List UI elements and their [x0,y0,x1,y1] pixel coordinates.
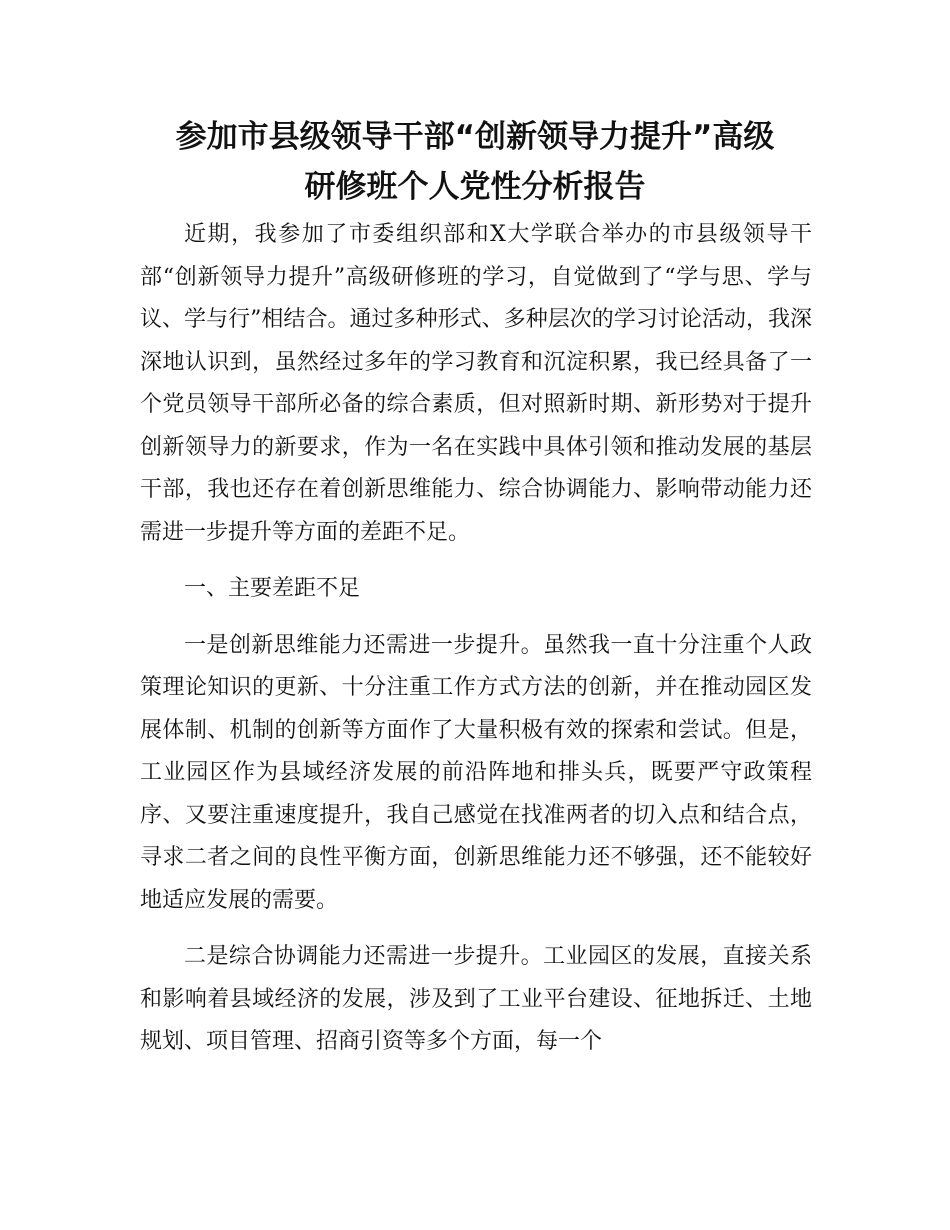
paragraph-intro: 近期，我参加了市委组织部和X大学联合举办的市县级领导干部“创新领导力提升”高级研修班的学习，自觉做到了“学与思、学与议、学与行”相结合。通过多种形式、多种层次的学习讨论活动，我深深地认识到，虽然经过多年的学习教育和沉淀积累，我已经具备了一个党员领导干部所必备的综合素质，但对照新时期、新形势对于提升创新领导力的新要求，作为一名在实践中具体引领和推动发展的基层干部，我也还存在着创新思维能力、综合协调能力、影响带动能力还需进一步提升等方面的差距不足。 [140,222,812,545]
paragraph-point-2: 二是综合协调能力还需进一步提升。工业园区的发展，直接关系和影响着县域经济的发展，涉及到了工业平台建设、征地拆迁、土地规划、项目管理、招商引资等多个方面，每一个 [140,944,812,1054]
section-heading: 一、主要差距不足 [184,576,361,601]
title-line-1: 参加市县级领导干部“创新领导力提升”高级 [175,119,775,155]
paragraph-point-1: 一是创新思维能力还需进一步提升。虽然我一直十分注重个人政策理论知识的更新、十分注重工作方式方法的创新，并在推动园区发展体制、机制的创新等方面作了大量积极有效的探索和尝试。但是，工业园区作为县域经济发展的前沿阵地和排头兵，既要严守政策程序、又要注重速度提升，我自己感觉在找准两者的切入点和结合点，寻求二者之间的良性平衡方面，创新思维能力还不够强，还不能较好地适应发展的需要。 [140,632,812,913]
document-title [140,112,810,212]
document-body [140,214,812,1064]
title-line-2: 研修班个人党性分析报告 [304,169,646,205]
